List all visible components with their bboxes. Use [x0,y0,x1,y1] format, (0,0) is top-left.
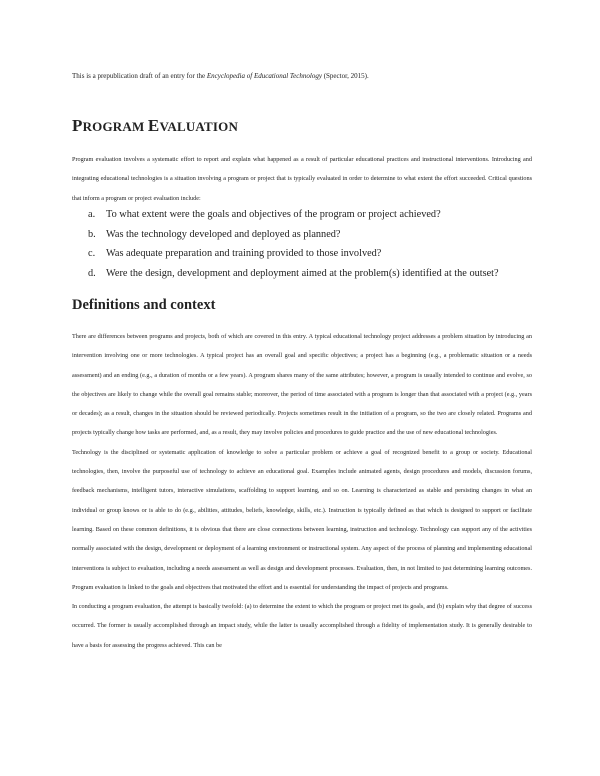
title-initial-p: P [72,116,83,135]
critical-questions-list [88,205,528,283]
list-item-text: Was adequate preparation and training provided to those involved? [106,248,382,260]
body-paragraph: There are differences between programs and projects, both of which are covered in this entry. A typical educational technology project addresses a problem situation by introducing an intervention involving one or more technologies. A typical project has an overall goal and specific objectives; a project has a beginning (e.g., a problematic situation or a needs assessment) and an ending (e.g., a duration of months or a few years). A program shares many of the same attributes; however, a program is usually intended to continue and evolve, so the objectives are likely to change while the overall goal remains stable; moreover, the period of time associated with a program is longer than that associated with a project (e.g., years or decades); as a result, changes in the situation should be reviewed periodically. Projects sometimes result in the initiation of a program, so the two are closely related. Programs and projects typically change how tasks are performed, and, as a result, they may involve policies and procedures to guide practice and the use of new educational technologies. [72,333,532,437]
list-item-text: Was the technology developed and deployed as planned? [106,228,341,240]
list-item-text: Were the design, development and deployment aimed at the problem(s) identified at the outset? [106,267,499,279]
list-item-text: To what extent were the goals and objectives of the program or project achieved? [106,209,441,220]
list-marker: b. [88,228,96,240]
body-paragraph: Technology is the disciplined or systematic application of knowledge to solve a particular problem or achieve a goal of recognized benefit to a group or society. Educational technologies, then, involve the purposeful use of technology to achieve an educational goal. Examples include animated agents, design procedures and models, discussion forums, feedback mechanisms, intelligent tutors, interactive simulations, scaffolding to support learning, and so on. Learning is characterized as stable and persisting changes in what an individual or group knows or is able to do (e.g., abilities, attitudes, beliefs, knowledge, skills, etc.). Instruction is typically defined as that which is designed to support or facilitate learning. Based on these common definitions, it is obvious that there are close connections between learning, instruction and technology. Technology can support any of the activities normally associated with the design, development or deployment of a learning environment or instructional system. Any aspect of the process of planning and implementing educational interventions is subject to evaluation, including a needs assessment as well as design and development processes. Evaluation, then, in not limited to just determining learning outcomes. Program evaluation is linked to the goals and objectives that motivated the effort and is essential for understanding the impact of projects and programs. [72,448,532,591]
prepublication-note [72,71,532,81]
list-item [88,244,528,264]
title-rest-evaluation: VALUATION [159,119,239,134]
intro-paragraph: Program evaluation involves a systematic effort to report and explain what happened as a result of particular educational practices and instructional interventions. Introducing and integrating educational technologies is a situation involving a program or project that is typically evaluated in order to determine to what extent the effort succeeded. Critical questions that inform a program or project evaluation include: [72,156,532,202]
encyclopedia-title: Encyclopedia of Educational Technology [206,72,322,80]
note-text-before: This is a prepublication draft of an entry for the [72,72,207,80]
list-marker: d. [88,267,96,279]
list-marker: a. [88,209,96,220]
list-marker: c. [88,248,96,260]
section-heading: Definitions and context [72,297,216,313]
list-item [88,225,528,245]
page-title [72,116,238,136]
list-item [88,264,528,284]
note-text-after: (Spector, 2015). [321,72,369,80]
definitions-section-body [72,327,532,655]
title-initial-e: E [147,116,160,135]
body-paragraph: In conducting a program evaluation, the attempt is basically twofold: (a) to determine the extent to which the program or project met its goals, and (b) explain why that degree of success occurred. The former is usually accomplished through an impact study, while the latter is usually accomplished through a fidelity of implementation study. It is generally desirable to have a basis for assessing the progress achieved. This can be [72,603,532,649]
list-item [88,205,528,225]
title-rest-program: ROGRAM [82,119,148,134]
